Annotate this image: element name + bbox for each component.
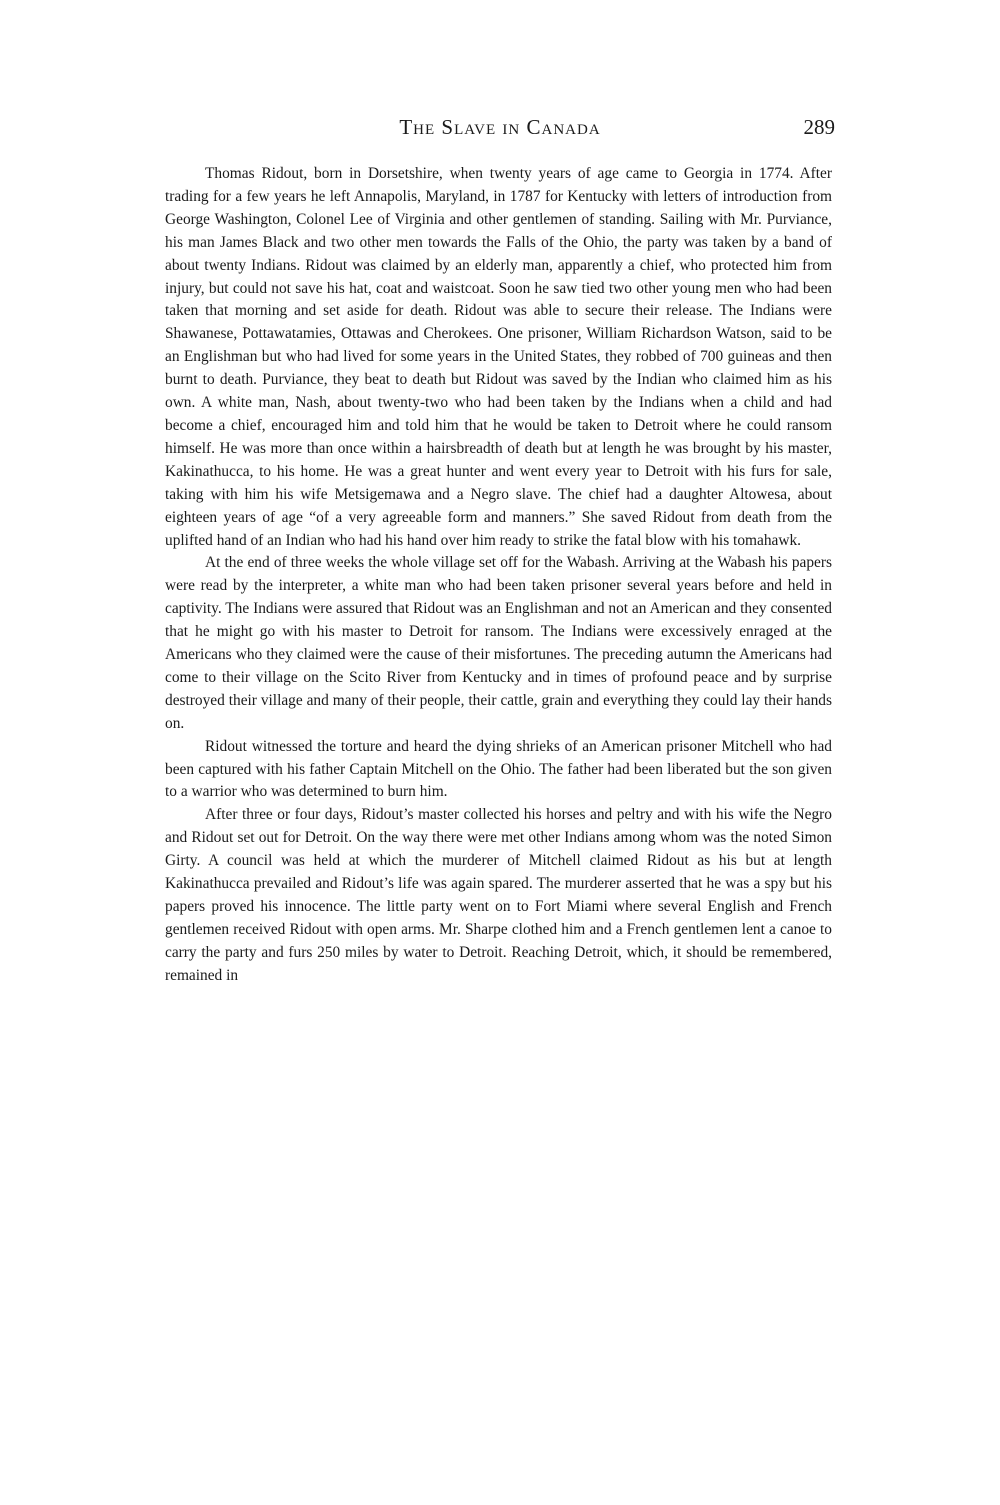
- running-title: The Slave in Canada: [399, 115, 601, 139]
- body-text: [165, 163, 832, 988]
- paragraph: Ridout witnessed the torture and heard the dying shrieks of an American prisoner Mitchell who had been captured with his father Captain Mitchell on the Ohio. The father had been liberated but the son given to a warrior who was determined to burn him.: [165, 737, 832, 801]
- running-header: [165, 114, 835, 144]
- page-number: 289: [803, 115, 835, 139]
- paragraph: Thomas Ridout, born in Dorsetshire, when twenty years of age came to Georgia in 1774. After trading for a few years he left Annapolis, Maryland, in 1787 for Kentucky with letters of introduction from George Washington, Colonel Lee of Virginia and other gentlemen of standing. Sailing with Mr. Purviance, his man James Black and two other men towards the Falls of the Ohio, the party was taken by a band of about twenty Indians. Ridout was claimed by an elderly man, apparently a chief, who protected him from injury, but could not save his hat, coat and waistcoat. Soon he saw tied two other young men who had been taken that morning and set aside for death. Ridout was able to secure their release. The Indians were Shawanese, Pottawatamies, Ottawas and Cherokees. One prisoner, William Richardson Watson, said to be an Englishman but who had lived for some years in the United States, they robbed of 700 guineas and then burnt to death. Purviance, they beat to death but Ridout was saved by the Indian who claimed him as his own. A white man, Nash, about twenty-two who had been taken by the Indians when a child and had become a chief, encouraged him and told him that he would be taken to Detroit where he could ransom himself. He was more than once within a hairsbreadth of death but at length he was brought by his master, Kakinathucca, to his home. He was a great hunter and went every year to Detroit with his furs for sale, taking with him his wife Metsigemawa and a Negro slave. The chief had a daughter Altowesa, about eighteen years of age “of a very agreeable form and manners.” She saved Ridout from death from the uplifted hand of an Indian who had his hand over him ready to strike the fatal blow with his tomahawk.: [165, 165, 832, 549]
- paragraph: After three or four days, Ridout’s master collected his horses and peltry and with his wife the Negro and Ridout set out for Detroit. On the way there were met other Indians among whom was the noted Simon Girty. A council was held at which the murderer of Mitchell claimed Ridout as his but at length Kakinathucca prevailed and Ridout’s life was again spared. The murderer asserted that he was a spy but his papers proved his innocence. The little party went on to Fort Miami where several English and French gentlemen received Ridout with open arms. Mr. Sharpe clothed him and a French gentlemen lent a canoe to carry the party and furs 250 miles by water to Detroit. Reaching Detroit, which, it should be remembered, remained in: [165, 806, 832, 984]
- paragraph: At the end of three weeks the whole village set off for the Wabash. Arriving at the Wabash his papers were read by the interpreter, a white man who had been taken prisoner several years before and held in captivity. The Indians were assured that Ridout was an Englishman and not an American and they consented that he might go with his master to Detroit for ransom. The Indians were excessively enraged at the Americans who they claimed were the cause of their misfortunes. The preceding autumn the Americans had come to their village on the Scito River from Kentucky and in times of profound peace and by surprise destroyed their village and many of their people, their cattle, grain and everything they could lay their hands on.: [165, 554, 832, 732]
